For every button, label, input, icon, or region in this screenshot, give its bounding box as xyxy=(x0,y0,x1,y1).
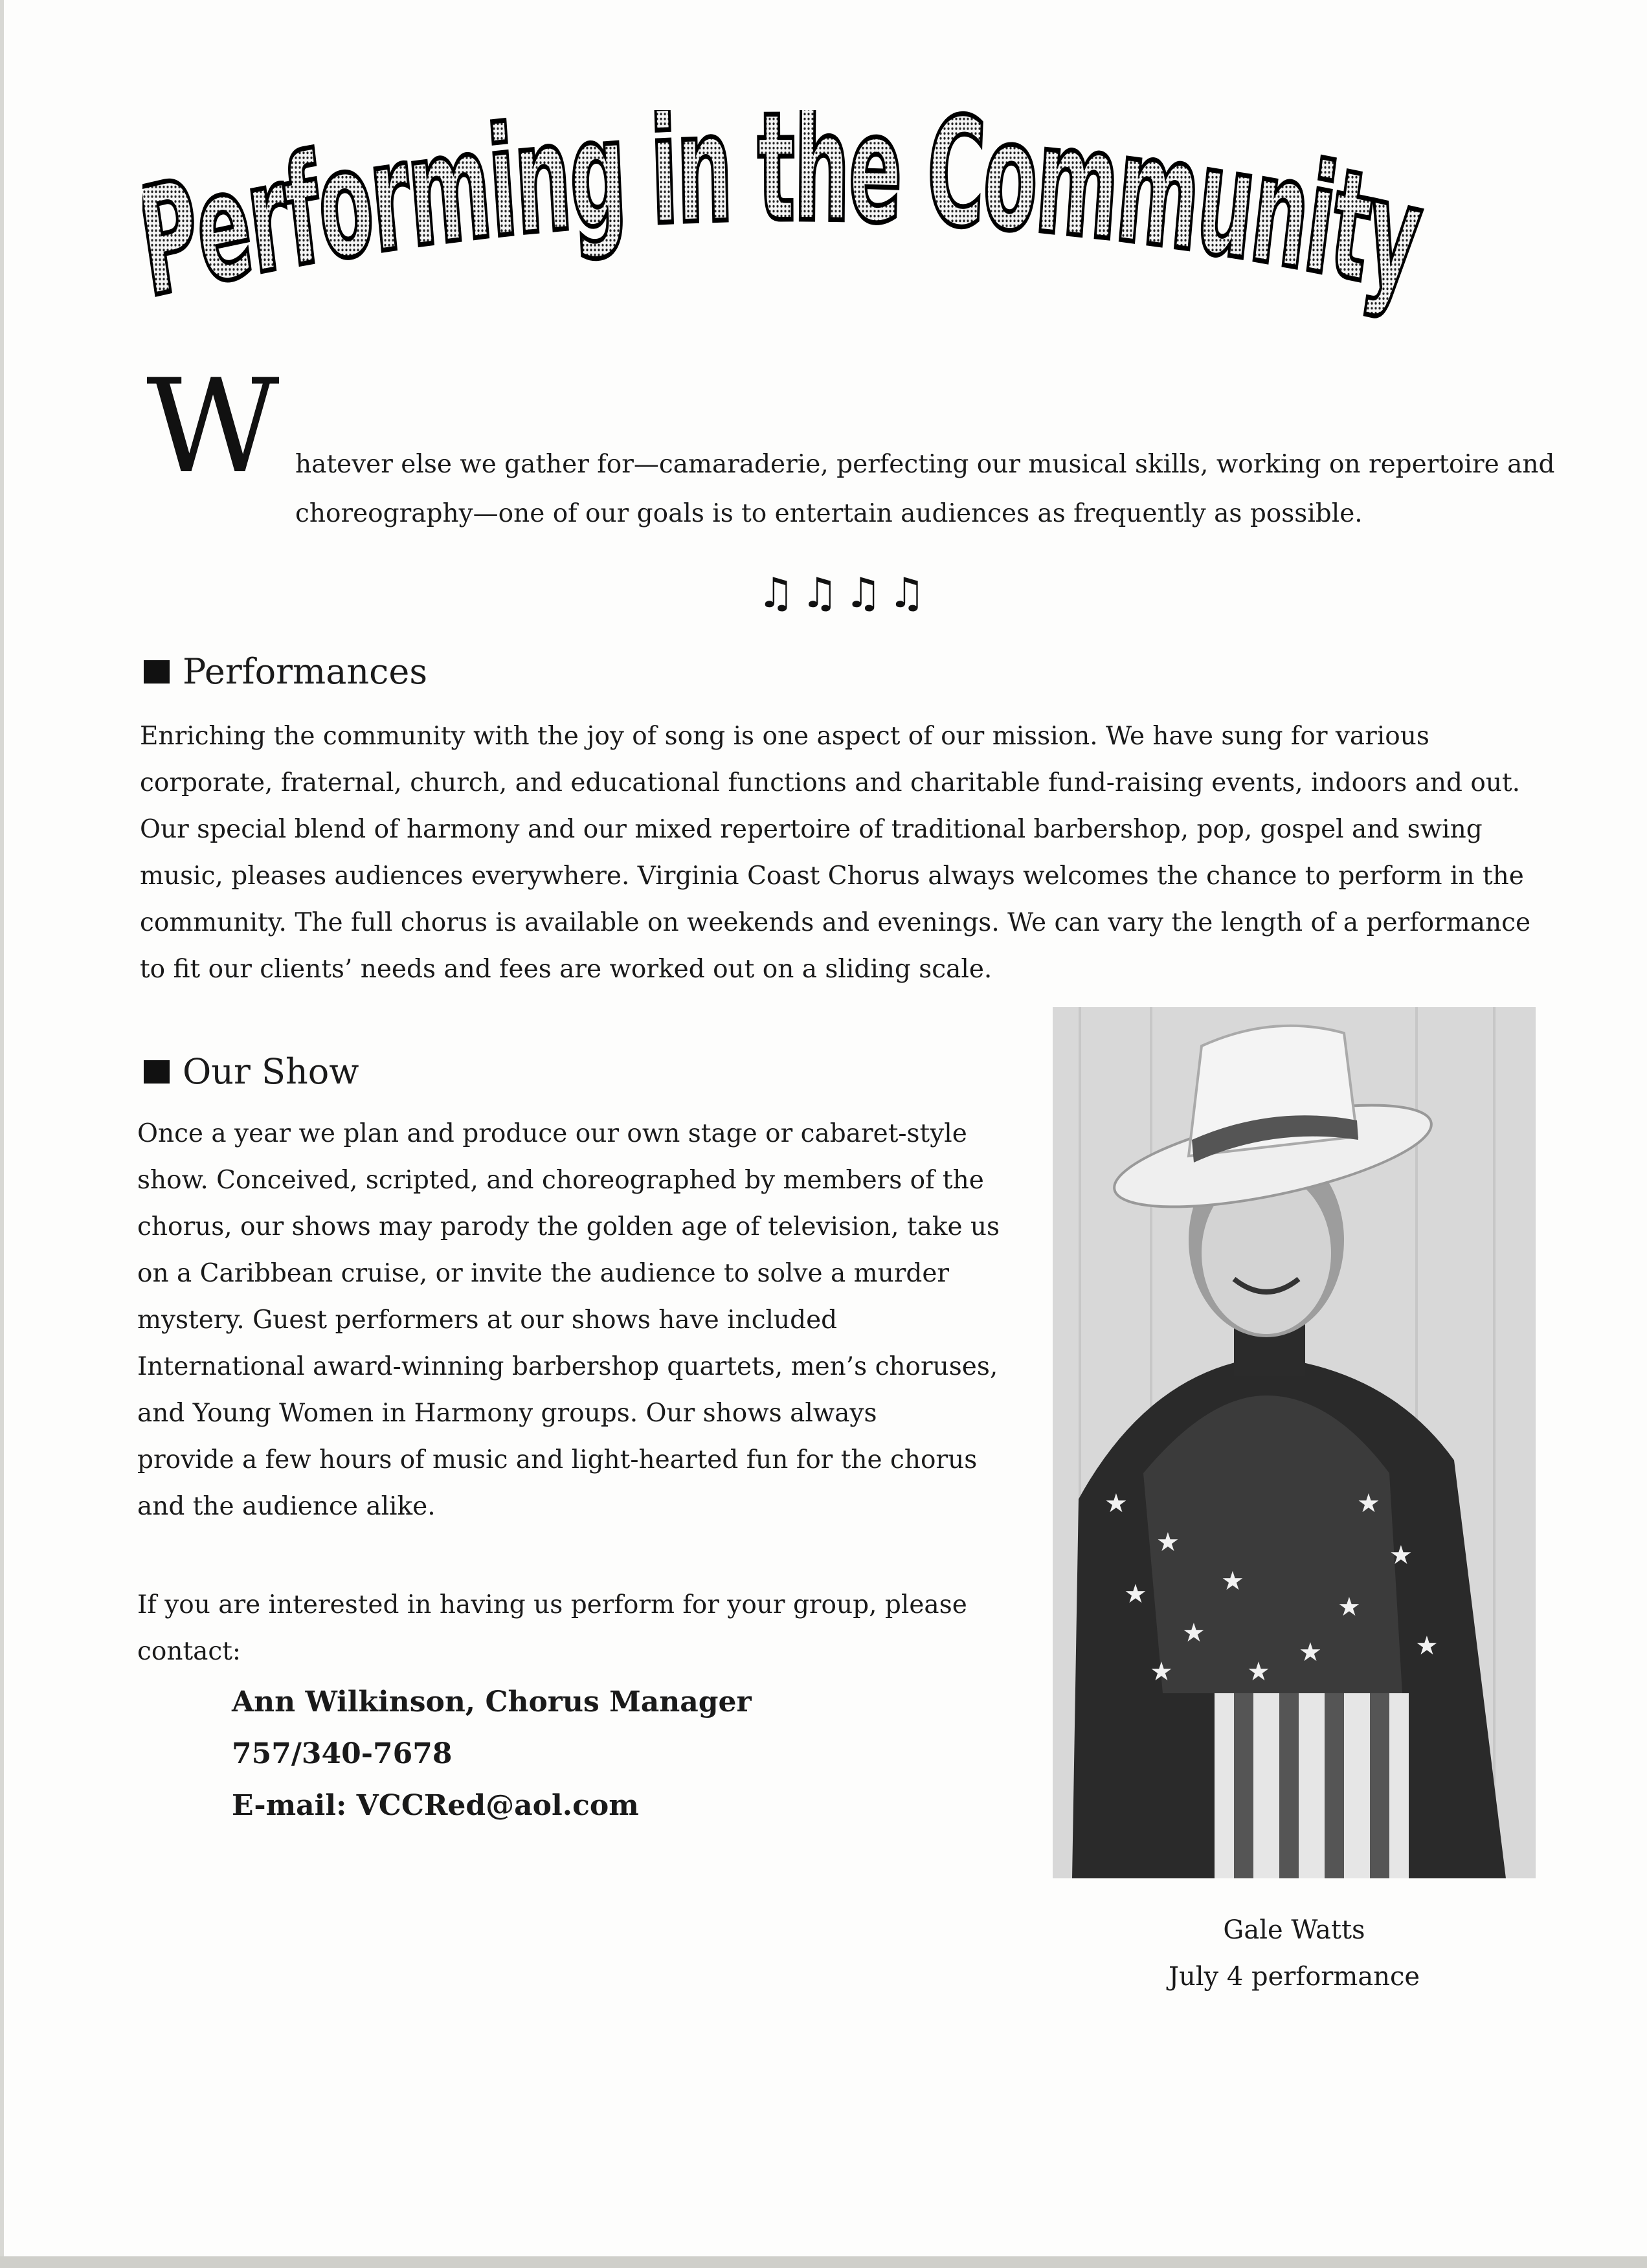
page-title xyxy=(142,110,1437,362)
intro-line: hatever else we gather for—camaraderie, perfecting our musical skills, working on repertoire and xyxy=(295,450,1555,479)
paragraph-line: Once a year we plan and produce our own stage or cabaret-style xyxy=(137,1119,967,1148)
performances-heading-text: Performances xyxy=(183,651,428,692)
paragraph-line: If you are interested in having us perform for your group, please xyxy=(137,1590,967,1619)
drop-cap: W xyxy=(146,351,280,502)
paragraph-line: show. Conceived, scripted, and choreographed by members of the xyxy=(137,1166,984,1195)
contact-block xyxy=(232,1676,752,1832)
paragraph-line: community. The full chorus is available on weekends and evenings. We can vary the length of a performance xyxy=(140,908,1531,937)
svg-text:★: ★ xyxy=(1357,1489,1380,1518)
svg-text:★: ★ xyxy=(1124,1579,1147,1609)
paragraph-line: on a Caribbean cruise, or invite the audience to solve a murder xyxy=(137,1259,950,1288)
paragraph-line: and the audience alike. xyxy=(137,1492,436,1521)
our-show-heading xyxy=(144,1052,359,1091)
svg-text:Performing in the Community xyxy=(142,110,1430,331)
performances-heading xyxy=(144,652,427,691)
performances-paragraph xyxy=(140,713,1530,993)
svg-text:★: ★ xyxy=(1247,1657,1270,1687)
svg-text:★: ★ xyxy=(1150,1657,1173,1687)
scan-edge-bottom xyxy=(0,2256,1647,2268)
paragraph-line: to fit our clients’ needs and fees are worked out on a sliding scale. xyxy=(140,955,992,984)
paragraph-line: mystery. Guest performers at our shows have included xyxy=(137,1306,838,1335)
intro-paragraph xyxy=(295,440,1577,539)
svg-text:★: ★ xyxy=(1389,1540,1413,1570)
intro-line: choreography—one of our goals is to entertain audiences as frequently as possible. xyxy=(295,499,1363,528)
svg-text:★: ★ xyxy=(1221,1566,1244,1596)
paragraph-line: music, pleases audiences everywhere. Virginia Coast Chorus always welcomes the chance to perform in the xyxy=(140,862,1524,891)
svg-text:★: ★ xyxy=(1182,1618,1205,1648)
svg-text:★: ★ xyxy=(1156,1528,1180,1557)
svg-text:★: ★ xyxy=(1338,1592,1361,1622)
performer-photo xyxy=(1053,1007,1536,1878)
contact-phone: 757/340-7678 xyxy=(232,1737,453,1770)
paragraph-line: International award-winning barbershop quartets, men’s choruses, xyxy=(137,1352,998,1381)
paragraph-line: and Young Women in Harmony groups. Our shows always xyxy=(137,1399,877,1428)
contact-email: E-mail: VCCRed@aol.com xyxy=(232,1789,639,1822)
photo-caption xyxy=(1053,1907,1536,2000)
scan-edge-left xyxy=(0,0,4,2268)
svg-text:★: ★ xyxy=(1104,1489,1128,1518)
contact-name: Ann Wilkinson, Chorus Manager xyxy=(232,1685,752,1718)
paragraph-line: Our special blend of harmony and our mixed repertoire of traditional barbershop, pop, gospel and swing xyxy=(140,815,1483,844)
our-show-paragraph xyxy=(137,1111,1000,1530)
paragraph-line: contact: xyxy=(137,1637,241,1666)
paragraph-line: chorus, our shows may parody the golden age of television, take us xyxy=(137,1212,1000,1241)
contact-lead xyxy=(137,1582,967,1675)
paragraph-line: provide a few hours of music and light-hearted fun for the chorus xyxy=(137,1445,978,1474)
svg-text:★: ★ xyxy=(1299,1638,1322,1667)
svg-text:★: ★ xyxy=(1415,1631,1439,1661)
music-notes-ornament: ♫♫♫♫ xyxy=(757,570,932,617)
square-bullet-icon xyxy=(144,1060,170,1084)
paragraph-line: Enriching the community with the joy of song is one aspect of our mission. We have sung for various xyxy=(140,722,1429,751)
paragraph-line: corporate, fraternal, church, and educational functions and charitable fund-raising events, indoors and out. xyxy=(140,768,1521,797)
our-show-heading-text: Our Show xyxy=(183,1051,359,1092)
title-text: erforming in the Communit xyxy=(185,110,1398,320)
caption-event: July 4 performance xyxy=(1168,1962,1420,1992)
caption-name: Gale Watts xyxy=(1223,1915,1365,1945)
square-bullet-icon xyxy=(144,660,170,684)
